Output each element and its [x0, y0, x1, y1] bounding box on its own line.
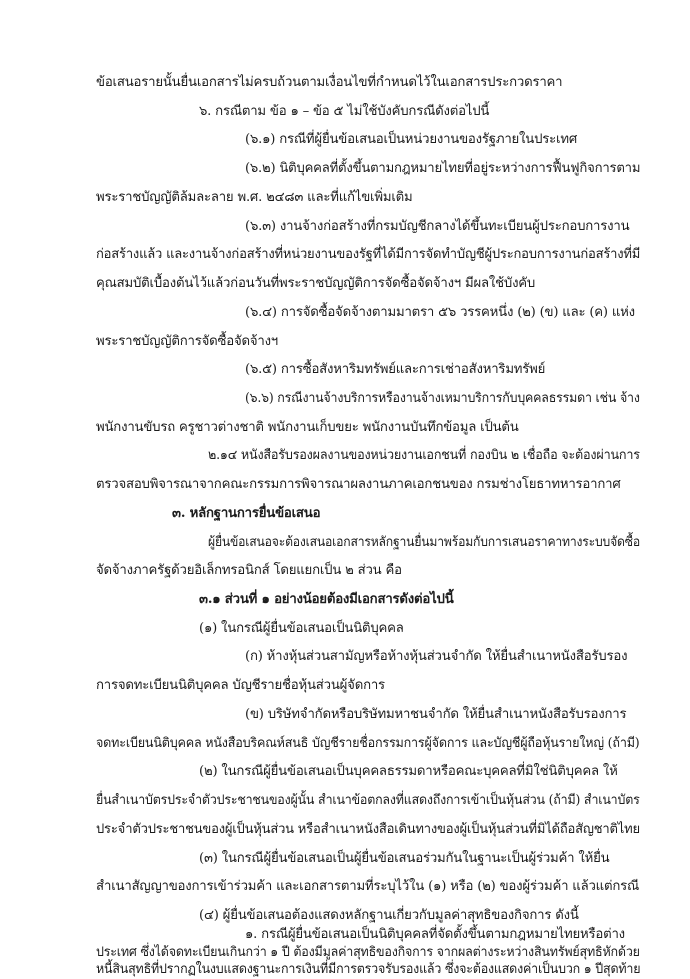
text-line-8: คุณสมบัติเบื้องต้นไว้แล้วก่อนวันที่พระราชบัญญัติการจัดซื้อจัดจ้างฯ มีผลใช้บังคับ: [96, 276, 536, 291]
text-line-25: (๒) ในกรณีผู้ยื่นข้อเสนอเป็นบุคคลธรรมดาหรือคณะบุคคลที่มิใช่นิติบุคคล ให้: [199, 764, 618, 779]
text-line-11: (๖.๕) การซื้อสังหาริมทรัพย์และการเช่าอสังหาริมทรัพย์: [245, 362, 546, 377]
text-line-10: พระราชบัญญัติการจัดซื้อจัดจ้างฯ: [96, 334, 279, 349]
text-line-27: ประจำตัวประชาชนของผู้เป็นหุ้นส่วน หรือสำเนาหนังสือเดินทางของผู้เป็นหุ้นส่วนที่มิได้ถือสัญชาติไทย: [96, 822, 640, 837]
text-line-18: จัดจ้างภาครัฐด้วยอิเล็กทรอนิกส์ โดยแยกเป็น ๒ ส่วน คือ: [96, 563, 402, 578]
text-line-29: สำเนาสัญญาของการเข้าร่วมค้า และเอกสารตามที่ระบุไว้ใน (๑) หรือ (๒) ของผู้ร่วมค้า แล้วแต่กรณี: [96, 879, 640, 894]
text-line-14: ๒.๑๔ หนังสือรับรองผลงานของหน่วยงานเอกชนที่ กองบิน ๒ เชื่อถือ จะต้องผ่านการ: [208, 448, 640, 463]
text-line-3: (๖.๑) กรณีที่ผู้ยื่นข้อเสนอเป็นหน่วยงานของรัฐภายในประเทศ: [245, 132, 578, 147]
text-line-5: พระราชบัญญัติล้มละลาย พ.ศ. ๒๔๘๓ และที่แก้ไขเพิ่มเติม: [96, 190, 413, 205]
section-heading-3-1: ๓.๑ ส่วนที่ ๑ อย่างน้อยต้องมีเอกสารดังต่อไปนี้: [199, 592, 454, 607]
text-line-30: (๔) ผู้ยื่นข้อเสนอต้องแสดงหลักฐานเกี่ยวกับมูลค่าสุทธิของกิจการ ดังนี้: [199, 908, 579, 923]
text-line-9: (๖.๔) การจัดซื้อจัดจ้างตามมาตรา ๕๖ วรรคหนึ่ง (๒) (ข) และ (ค) แห่ง: [245, 305, 635, 320]
text-line-32: ประเทศ ซึ่งได้จดทะเบียนเกินกว่า ๑ ปี ต้องมีมูลค่าสุทธิของกิจการ จากผลต่างระหว่างสินทรัพย์สุทธิหักด้วย: [96, 945, 640, 960]
text-line-17: ผู้ยื่นข้อเสนอจะต้องเสนอเอกสารหลักฐานยื่นมาพร้อมกับการเสนอราคาทางระบบจัดซื้อ: [208, 535, 640, 550]
text-line-20: (๑) ในกรณีผู้ยื่นข้อเสนอเป็นนิติบุคคล: [199, 621, 404, 636]
text-line-26: ยื่นสำเนาบัตรประจำตัวประชาชนของผู้นั้น สำเนาข้อตกลงที่แสดงถึงการเข้าเป็นหุ้นส่วน (ถ้ามี) สำเนาบัตร: [96, 793, 640, 808]
text-line-13: พนักงานขับรถ ครูชาวต่างชาติ พนักงานเก็บขยะ พนักงานบันทึกข้อมูล เป็นต้น: [96, 420, 519, 435]
text-line-4: (๖.๒) นิติบุคคลที่ตั้งขึ้นตามกฎหมายไทยที่อยู่ระหว่างการฟื้นฟูกิจการตาม: [245, 161, 641, 176]
section-heading-3: ๓. หลักฐานการยื่นข้อเสนอ: [172, 506, 321, 521]
text-line-22: การจดทะเบียนนิติบุคคล บัญชีรายชื่อหุ้นส่วนผู้จัดการ: [96, 678, 385, 693]
text-line-28: (๓) ในกรณีผู้ยื่นข้อเสนอเป็นผู้ยื่นข้อเสนอร่วมกันในฐานะเป็นผู้ร่วมค้า ให้ยื่น: [199, 851, 610, 866]
text-line-1: ข้อเสนอรายนั้นยื่นเอกสารไม่ครบถ้วนตามเงื่อนไขที่กำหนดไว้ในเอกสารประกวดราคา: [96, 75, 563, 90]
text-line-24: จดทะเบียนนิติบุคคล หนังสือบริคณห์สนธิ บัญชีรายชื่อกรรมการผู้จัดการ และบัญชีผู้ถือหุ้นรายใหญ่ (ถ้ามี): [96, 736, 640, 751]
text-line-31: ๑. กรณีผู้ยื่นข้อเสนอเป็นนิติบุคคลที่จัดตั้งขึ้นตามกฎหมายไทยหรือต่าง: [245, 927, 625, 942]
text-line-7: ก่อสร้างแล้ว และงานจ้างก่อสร้างที่หน่วยงานของรัฐที่ได้มีการจัดทำบัญชีผู้ประกอบการงานก่อสร้างที่มี: [96, 247, 641, 262]
text-line-23: (ข) บริษัทจำกัดหรือบริษัทมหาชนจำกัด ให้ยื่นสำเนาหนังสือรับรองการ: [245, 707, 627, 722]
text-line-12: (๖.๖) กรณีงานจ้างบริการหรืองานจ้างเหมาบริการกับบุคคลธรรมดา เช่น จ้าง: [245, 391, 640, 406]
text-line-6: (๖.๓) งานจ้างก่อสร้างที่กรมบัญชีกลางได้ขึ้นทะเบียนผู้ประกอบการงาน: [245, 219, 630, 234]
text-line-2: ๖. กรณีตาม ข้อ ๑ – ข้อ ๕ ไม่ใช้บังคับกรณีดังต่อไปนี้: [199, 104, 490, 119]
text-line-33: หนี้สินสุทธิที่ปรากฏในงบแสดงฐานะการเงินที่มีการตรวจรับรองแล้ว ซึ่งจะต้องแสดงค่าเป็นบวก ๑ ปีสุดท้าย: [96, 962, 641, 977]
text-line-21: (ก) ห้างหุ้นส่วนสามัญหรือห้างหุ้นส่วนจำกัด ให้ยื่นสำเนาหนังสือรับรอง: [245, 649, 628, 664]
text-line-15: ตรวจสอบพิจารณาจากคณะกรรมการพิจารณาผลงานภาคเอกชนของ กรมช่างโยธาทหารอากาศ: [96, 477, 621, 492]
